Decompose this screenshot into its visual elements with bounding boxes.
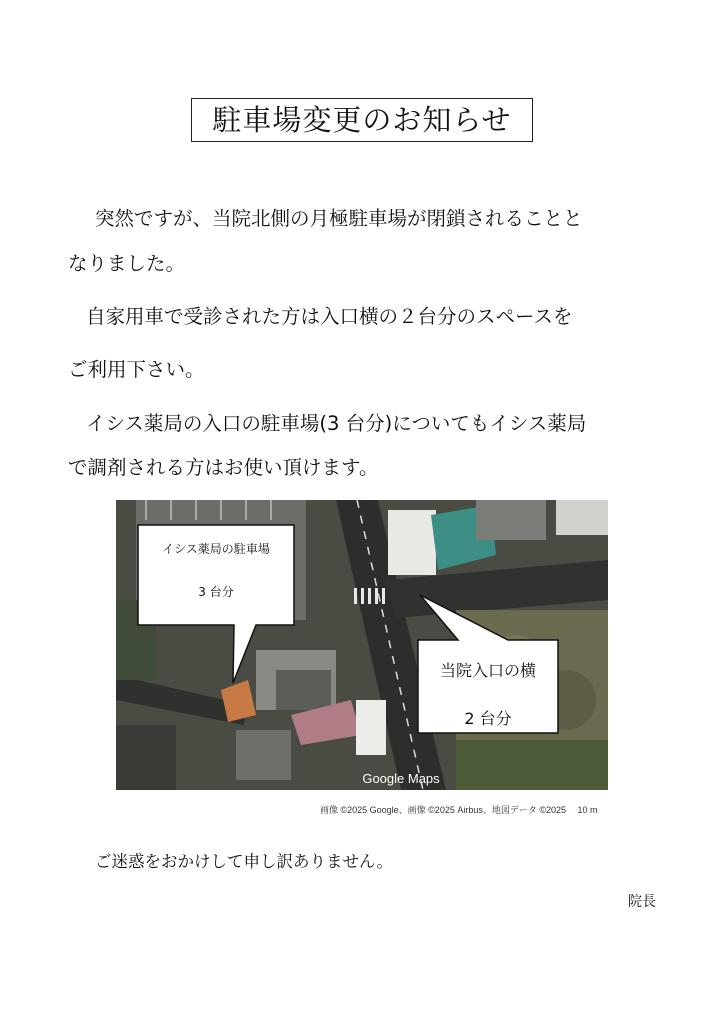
callout-right-count: 2 台分 [464, 709, 512, 728]
apology-text: ご迷惑をおかけして申し訳ありません。 [95, 852, 393, 871]
callout-left-count: 3 台分 [198, 585, 234, 599]
paragraph-3-line-2: で調剤される方はお使い頂けます。 [68, 456, 379, 479]
map-attribution: 画像 ©2025 Google、画像 ©2025 Airbus、地図データ ©2025 10 m [320, 805, 598, 815]
callout-right-title: 当院入口の横 [439, 661, 537, 680]
paragraph-1-line-1: 突然ですが、当院北側の月極駐車場が閉鎖されることと [95, 207, 583, 230]
paragraph-2-line-1: 自家用車で受診された方は入口横の２台分のスペースを [86, 305, 573, 328]
paragraph-2-line-2: ご利用下さい。 [68, 358, 205, 381]
signature: 院長 [628, 894, 656, 910]
satellite-map-image [116, 500, 608, 790]
google-maps-logo: Google Maps [362, 771, 440, 786]
paragraph-1-line-2: なりました。 [68, 252, 186, 275]
notice-title: 駐車場変更のお知らせ [191, 98, 533, 142]
callout-left-title: イシス薬局の駐車場 [162, 542, 270, 556]
paragraph-3-line-1: イシス薬局の入口の駐車場(3 台分)についてもイシス薬局 [86, 412, 587, 435]
